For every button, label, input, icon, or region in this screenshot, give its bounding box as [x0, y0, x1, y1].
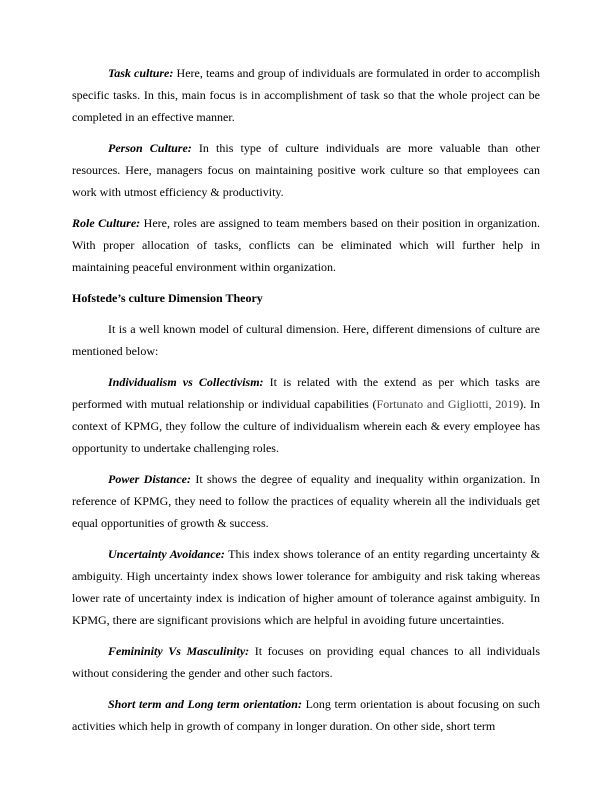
paragraph-uncertainty-avoidance: [72, 543, 540, 631]
text-long-term-orientation: Long term orientation is about focusing on such activities which help in growth of company in longer duration. On other side, short term: [72, 697, 540, 733]
paragraph-power-distance: [72, 468, 540, 534]
document-page: [72, 62, 540, 746]
term-uncertainty-avoidance: Uncertainty Avoidance:: [108, 547, 225, 561]
text-power-distance: It shows the degree of equality and inequality within organization. In reference of KPMG, they need to follow the practices of equality wherein all the individuals get equal opportunities of growth & success.: [72, 472, 541, 530]
section-heading: Hofstede’s culture Dimension Theory: [72, 291, 263, 305]
paragraph-intro: It is a well known model of cultural dimension. Here, different dimensions of culture are mentioned below:: [72, 322, 540, 358]
term-person-culture: Person Culture:: [108, 141, 192, 155]
term-task-culture: Task culture:: [108, 66, 174, 80]
citation: Fortunato and Gigliotti, 2019: [376, 397, 520, 411]
paragraph-long-term-orientation: [72, 693, 540, 737]
term-role-culture: Role Culture:: [72, 216, 141, 230]
term-power-distance: Power Distance:: [108, 472, 191, 486]
text-femininity-masculinity: It focuses on providing equal chances to all individuals without considering the gender and other such factors.: [72, 644, 540, 680]
term-individualism: Individualism vs Collectivism:: [108, 375, 264, 389]
paragraph-task-culture: [72, 62, 540, 128]
text-role-culture: Here, roles are assigned to team members based on their position in organization. With proper allocation of tasks, conflicts can be eliminated which will further help in maintaining peaceful environment within organization.: [72, 216, 540, 274]
term-long-term-orientation: Short term and Long term orientation:: [108, 697, 302, 711]
text-uncertainty-avoidance: This index shows tolerance of an entity regarding uncertainty & ambiguity. High uncertainty index shows lower tolerance for ambiguity and risk taking whereas lower rate of uncertainty index is indication of higher amount of tolerance against ambiguity. In KPMG, there are significant provisions which are helpful in avoiding future uncertainties.: [72, 547, 540, 627]
text-person-culture: In this type of culture individuals are more valuable than other resources. Here, managers focus on maintaining positive work culture so that employees can work with utmost efficiency & productivity.: [72, 141, 541, 199]
text-task-culture: Here, teams and group of individuals are formulated in order to accomplish specific tasks. In this, main focus is in accomplishment of task so that the whole project can be completed in an effective manner.: [72, 66, 541, 124]
paragraph-person-culture: [72, 137, 540, 203]
paragraph-individualism: [72, 371, 540, 459]
text-individualism-before: It is related with the extend as per which tasks are performed with mutual relationship or individual capabilities (: [72, 375, 541, 411]
paragraph-femininity-masculinity: [72, 640, 540, 684]
text-individualism-after: ). In context of KPMG, they follow the culture of individualism wherein each & every employee has opportunity to undertake challenging roles.: [72, 397, 540, 455]
term-femininity-masculinity: Femininity Vs Masculinity:: [108, 644, 250, 658]
paragraph-role-culture: [72, 212, 540, 278]
